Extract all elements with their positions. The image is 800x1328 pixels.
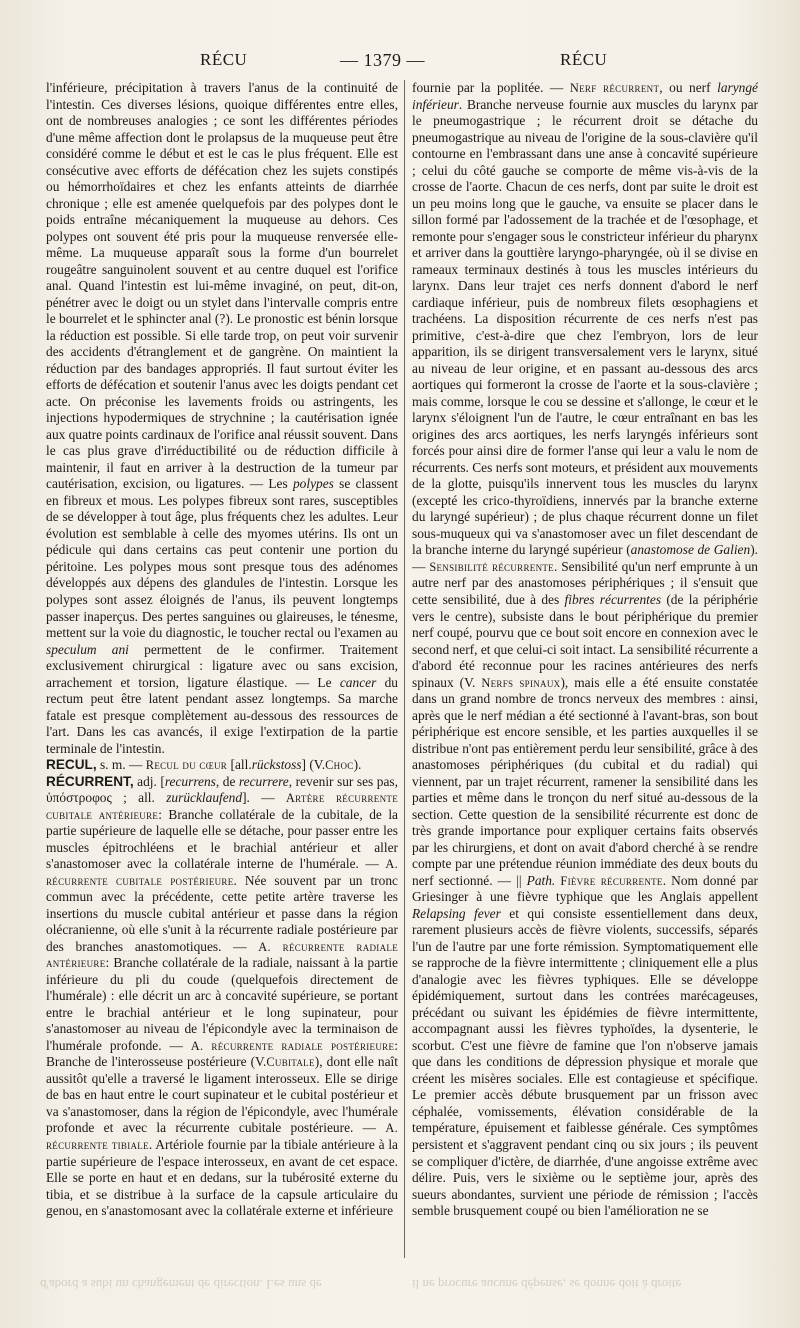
cross-reference: Choc: [325, 758, 354, 773]
bleed-through-text: [40, 1262, 760, 1292]
text-run: se classent en fibreux et mous. Les polypes fibreux sont rares, susceptibles de se développer à tout âge, plus fréquents chez les adultes. Leur évolution est semblable à celle des myomes utérins. Ils ont un pédicule qui dans certains cas peut contenir une portion du péritoine. Les polypes mous sont presque tous des adénomes développés aux dépens des glandules de l'intestin. Lorsque les polypes sont assez éloignés de l'anus, ils peuvent longtemps passer inaperçus. Des pertes sanguines ou glaireuses, le ténesme, mettent sur la voie du diagnostic, le toucher rectal ou l'examen au: [46, 476, 398, 641]
italic-term: Relapsing fever: [412, 905, 501, 921]
header-right-keyword: RÉCU: [560, 50, 608, 69]
entry-recurrent: [46, 774, 398, 1220]
subentry-label: Nerf récurrent: [569, 81, 660, 95]
text-run: s. m. —: [99, 757, 143, 773]
entry-recu-continuation: [46, 80, 398, 757]
text-run: , ou nerf: [659, 80, 711, 95]
bleed-through-right: il ne procure aucune dépense, se donne doit à droite: [412, 1277, 682, 1292]
text-run: . Née souvent par un tronc commun avec la précédente, cette petite artère traverse les insertions du muscle cubital antérieur et passe dans la région olécranienne, où elle s'unit à la récurrente radiale postérieure par des branches anastomotiques. —: [46, 872, 398, 954]
italic-term: recurrere: [238, 773, 289, 789]
italic-term: polypes: [292, 476, 334, 492]
text-run: l'inférieure, précipitation à travers l'anus de la continuité de l'intestin. Ces diverses lésions, quoique différentes entre elles, ont de nombreuses analogies ; ce sont les différentes périodes d'une même affection dont le prolapsus de la muqueuse peut être considéré comme le début et est le cas le plus fréquent. Elle est consécutive avec efforts de défécation chez les sujets constipés ou hémorrhoïdaires et chez les enfants atteints de diarrhée chronique ; elle est amenée quelquefois par des polypes dont le poids entraîne mécaniquement la muqueuse au dehors. Ces polypes ont souvent été pris pour la muqueuse renversée elle-même. La muqueuse apparaît sous la forme d'un bourrelet rougeâtre sanguinolent souvent et au centre duquel est l'orifice anal. Quand l'intestin est lui-même invaginé, on peut, dit-on, pénétrer avec le doigt ou un stylet dans l'intervalle compris entre le bourrelet et le sphincter anal (?). Le pronostic est bénin lorsque la réduction est possible. Si elle tarde trop, on peut voir survenir des accidents d'étranglement et de gangrène. On maintient la réduction par des bandages appropriés. Il faut surtout éviter les efforts de défécation et soutenir l'anus avec les doigts pendant cet acte. On préconise les lavements froids ou astringents, les injections hypodermiques de strychnine ; la cautérisation ignée aux quatre points cardinaux de l'orifice anal réussit souvent. Dans le cas plus grave d'irréductibilité ou de réduction difficile à maintenir, il faut en arriver à la destruction de la tumeur par cautérisation, excision, ou ligatures. — Les: [46, 80, 398, 492]
left-column: [46, 80, 398, 1260]
italic-term: speculum ani: [46, 641, 129, 657]
running-header: [40, 50, 770, 78]
header-left-keyword: RÉCU: [200, 50, 248, 69]
text-run: du rectum peut être latent pendant assez longtemps. Sa marche fatale est presque complètement au-dessous des ressources de l'art. Dans les cas avancés, il exige l'extirpation de la partie terminale de l'intestin.: [46, 674, 398, 756]
text-run: permettent de le confirmer. Traitement exclusivement chirurgical : ligature avec ou sans excision, arrachement et torsion, ligature élastique. — Le: [46, 641, 398, 690]
page-number: — 1379 —: [340, 50, 425, 70]
subentry-label: Artère récurrente cubitale antérieure: [46, 791, 398, 822]
text-run: ] (V.: [301, 757, 326, 773]
subentry-label: A. récurrente radiale postérieure: [190, 1038, 395, 1053]
italic-term: recurrens: [164, 773, 216, 789]
text-run: ), dont elle naît aussitôt qu'elle a traversé le ligament interosseux. Elle se dirige de bas en haut entre le court supinateur et le cubital postérieur et va s'anastomoser, dans la région de l'épicondyle, avec l'humérale profonde et avec la récurrente cubitale postérieure. —: [46, 1054, 398, 1136]
text-run: . Sensibilité qu'un nerf emprunte à un autre nerf par des anastomoses périphériques ; il s'ensuit que cette sensibilité, due à des: [412, 558, 758, 607]
text-run: ). —: [412, 542, 758, 574]
subentry-label: Recul du cœur: [145, 758, 228, 773]
text-run: [all.: [230, 757, 252, 773]
italic-term: Path.: [526, 872, 556, 888]
headword-recul: RECUL,: [46, 757, 97, 773]
bleed-through-left: d'abord a subi un changement de direction. Les uns de: [40, 1277, 322, 1292]
subentry-label: Sensibilité récurrente: [429, 559, 554, 574]
italic-term: cancer: [339, 674, 377, 690]
text-run: , revenir sur ses pas, ὑπόστροφος ; all.: [46, 773, 398, 806]
text-run: : Branche collatérale de la radiale, naissant à la partie inférieure du pli du coude (quelquefois directement de l'humérale) : elle décrit un arc à concavité supérieure, se portant entre le brachial antérieur et le long supinateur, pour s'anastomoser au niveau de l'épicondyle avec la terminaison de l'humérale profonde. —: [46, 955, 398, 1053]
entry-recurrent-continuation: [412, 80, 758, 1220]
text-run: , de: [215, 773, 236, 789]
text-run: ), mais elle a été ensuite constatée dans un grand nombre de troncs nerveux des membres : ainsi, après que le nerf médian a été sectionné à l'avant-bras, son bout périphérique est encore sensible, et les parties auxquelles il se distribue n'ont pas entièrement perdu leur sensibilité, grâce à des anastomoses périphériques (du cubital et du radial) qui viennent, par un trajet récurrent, ramener la sensibilité dans les parties et même dans le tronçon du nerf situé au-dessous de la section. Cette question de la sensibilité récurrente est donc de très grande importance pour expliquer certains faits observés par les chirurgiens, et dont on avait d'abord cherché à se rendre compte par une prétendue réunion immédiate des deux bouts du nerf sectionné. — ||: [412, 674, 758, 888]
text-run: (de la périphérie vers le centre), subsiste dans le bout périphérique du premier nerf coupé, pourvu que ce bout soit encore en connexion avec le second nerf, et que celui-ci soit intact. La sensibilité récurrente a d'abord été reconnue pour les racines antérieures des nerfs spinaux (V.: [412, 591, 758, 690]
subentry-label: A. récurrente tibiale: [46, 1121, 398, 1152]
text-run: ).: [353, 757, 362, 773]
right-column: [412, 80, 758, 1260]
text-run: : Branche de l'interosseuse postérieure (V.: [46, 1037, 398, 1070]
subentry-label: A. récurrente cubitale postérieure: [46, 857, 398, 888]
cross-reference: Nerfs spinaux: [481, 675, 561, 690]
text-run: ]. —: [242, 790, 275, 806]
text-run: . Branche nerveuse fournie aux muscles du larynx par le pneumogastrique ; le récurrent droit se détache du pneumogastrique au niveau de l'origine de la sous-clavière qu'il contourne en l'embrassant dans une anse à concavité supérieure ; celui du côté gauche se comporte de même vis-à-vis de la crosse de l'aorte. Chacun de ces nerfs, dont par suite le droit est un peu moins long que le gauche, va ensuite se placer dans le sillon formé par l'adossement de la trachée et de l'œsophage, et remonte pour s'engager sous le constricteur inférieur du pharynx et arriver dans la gouttière laryngo-pharyngée, où il se divise en rameaux terminaux destinés à tous les muscles intérieurs du larynx. Dans leur trajet ces nerfs donnent d'abord le nerf cardiaque inférieur, puis de nombreux filets œsophagiens et trachéens. La disposition récurrente de ces nerfs n'est pas primitive, c'est-à-dire que chez l'embryon, lors de leur apparition, ils se dirigent transversalement vers le larynx, situé au niveau de leur origine, et en passant au-dessous des arcs aortiques qui formeront la crosse de l'aorte et la sous-clavière ; mais comme, lorsque le cou se dessine et s'allonge, le cœur et le larynx s'éloignent l'un de l'autre, le cœur entraînant en bas les origines des arcs aortiques, les nerfs laryngés inférieurs sont forcés pour ainsi dire de former l'anse qui leur a valu le nom de récurrents. Ces nerfs sont moteurs, et président aux mouvements de la glotte, puisqu'ils innervent tous les muscles du larynx (excepté les crico-thyroïdiens, innervés par la branche externe du laryngé supérieur) ; de plus chaque récurrent donne un filet sous-muqueux qui va s'anastomoser avec un filet descendant de la branche interne du laryngé supérieur (: [412, 96, 758, 558]
cross-reference: Cubitale: [266, 1055, 315, 1070]
text-run: fournie par la poplitée. —: [412, 80, 564, 95]
text-run: . Artériole fournie par la tibiale antérieure à la partie supérieure de l'espace interosseux, en avant de cet espace. Elle se porte en haut et en dedans, sur la tubérosité externe du tibia, et se distribue à la surface de la capsule articulaire du genou, en s'anastomosant avec la collatérale externe et inférieure: [46, 1137, 398, 1219]
subentry-label: A. récurrente radiale antérieure: [46, 939, 398, 971]
italic-term: laryngé inférieur: [412, 80, 758, 112]
text-run: . Nom donné par Griesinger à une fièvre typhique que les Anglais appellent: [412, 872, 758, 905]
italic-term: anastomose de Galien: [630, 542, 751, 558]
text-run: adj. [: [137, 773, 165, 789]
italic-term: fibres récurrentes: [564, 591, 662, 607]
subentry-label: Fièvre récurrente: [560, 873, 663, 888]
entry-recul: [46, 757, 398, 774]
headword-recurrent: RÉCURRENT,: [46, 773, 134, 789]
text-run: : Branche collatérale de la cubitale, de la partie supérieure de laquelle elle se détache, pour passer entre les muscles épitrochléens et le brachial antérieur et aller s'anastomoser avec la collatérale interne de l'humérale. —: [46, 806, 398, 872]
text-run: et qui consiste essentiellement dans deux, rarement plusieurs accès de fièvre violents, successifs, séparés l'un de l'autre par une forte rémission. Symptomatiquement elle se rapproche de la fièvre intermittente ; cliniquement elle a plus d'analogie avec les fièvres typhiques. Elle se développe épidémiquement, surtout dans les contrées marécageuses, précédant ou suivant les épidémies de fièvre intermittente, accompagnant aussi les fièvres typhoïdes, la dysenterie, le scorbut. C'est une fièvre de famine que l'on n'observe jamais que dans les conditions de dépression physique et morale que créent les misères sociales. Elle est contagieuse et spécifique. Le premier accès débute brusquement par un frisson avec céphalée, vomissements, élévation considérable de la température, épuisement et faiblesse générale. Ces symptômes persistent et s'aggravent pendant cinq ou six jours ; ils peuvent se compliquer d'ictère, de diarrhée, d'une angoisse extrême avec délire. Puis, vers le sixième ou le septième jour, après des sueurs abondantes, survient une période de rémission ; l'accès semble brusquement coupé ou bien l'amélioration ne se: [412, 905, 758, 1219]
italic-term: zurücklaufend: [166, 790, 243, 806]
italic-term: rückstoss: [251, 757, 302, 773]
column-divider: [404, 80, 405, 1258]
